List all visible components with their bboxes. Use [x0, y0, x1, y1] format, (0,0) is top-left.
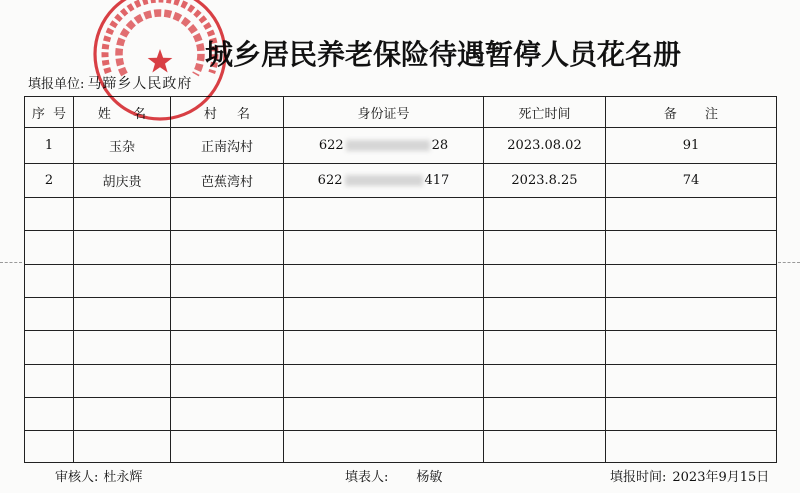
cell-death-date	[484, 431, 606, 463]
cell-seq	[25, 431, 74, 463]
cell-village	[171, 198, 284, 231]
cell-id-number	[284, 431, 484, 463]
cell-seq	[25, 198, 74, 231]
cell-death-date	[484, 231, 606, 265]
cell-death-date	[484, 198, 606, 231]
table-row-empty	[25, 431, 777, 463]
cell-seq	[25, 365, 74, 398]
id-number	[284, 173, 483, 188]
header-name: 姓 名	[74, 97, 171, 128]
cell-name	[74, 331, 171, 365]
fill-date-value: 2023年9月15日	[672, 470, 770, 485]
fold-line-right	[778, 262, 800, 263]
reviewer	[55, 470, 142, 486]
cell-remark	[606, 331, 777, 365]
cell-remark	[606, 231, 777, 265]
filling-unit-value: 马蹄乡人民政府	[87, 76, 193, 92]
cell-death-date: 2023.08.02	[484, 128, 606, 164]
id-prefix: 622	[317, 173, 343, 188]
cell-seq: 2	[25, 164, 74, 198]
cell-village	[171, 331, 284, 365]
table-row-empty	[25, 298, 777, 331]
cell-death-date	[484, 365, 606, 398]
cell-seq	[25, 298, 74, 331]
cell-seq: 1	[25, 128, 74, 164]
cell-name	[74, 231, 171, 265]
filling-unit	[28, 75, 192, 94]
cell-seq	[25, 231, 74, 265]
cell-name	[74, 198, 171, 231]
cell-seq	[25, 265, 74, 298]
cell-id-number	[284, 398, 484, 431]
cell-seq	[25, 398, 74, 431]
cell-village	[171, 398, 284, 431]
table-row-empty	[25, 331, 777, 365]
filler-name: 杨敏	[416, 470, 443, 485]
cell-name: 玉杂	[74, 128, 171, 164]
cell-death-date	[484, 398, 606, 431]
table-row	[25, 164, 777, 198]
roster-table	[24, 96, 777, 463]
cell-village	[171, 365, 284, 398]
table-row-empty	[25, 198, 777, 231]
cell-id-number	[284, 164, 484, 198]
cell-death-date: 2023.8.25	[484, 164, 606, 198]
cell-id-number	[284, 198, 484, 231]
cell-id-number	[284, 231, 484, 265]
cell-village	[171, 231, 284, 265]
cell-id-number	[284, 265, 484, 298]
cell-remark: 74	[606, 164, 777, 198]
header-remark: 备 注	[606, 97, 777, 128]
cell-village	[171, 298, 284, 331]
cell-death-date	[484, 298, 606, 331]
cell-remark	[606, 298, 777, 331]
cell-remark: 91	[606, 128, 777, 164]
fill-date-label: 填报时间:	[610, 470, 667, 485]
table-row-empty	[25, 398, 777, 431]
cell-remark	[606, 265, 777, 298]
id-prefix: 622	[318, 138, 344, 153]
cell-remark	[606, 198, 777, 231]
id-suffix: 28	[431, 138, 449, 153]
cell-name	[74, 265, 171, 298]
seal-outer-lettering	[105, 0, 215, 73]
cell-remark	[606, 431, 777, 463]
document-title: 城乡居民养老保险待遇暂停人员花名册	[205, 38, 682, 71]
cell-name	[74, 365, 171, 398]
reviewer-label: 审核人:	[55, 470, 99, 485]
cell-name	[74, 398, 171, 431]
filler-label: 填表人:	[345, 470, 389, 485]
table-header	[25, 97, 777, 128]
cell-name	[74, 298, 171, 331]
cell-seq	[25, 331, 74, 365]
filling-unit-label: 填报单位:	[28, 77, 85, 92]
cell-death-date	[484, 265, 606, 298]
header-village: 村 名	[171, 97, 284, 128]
header-seq: 序 号	[25, 97, 74, 128]
fold-line-left	[0, 262, 22, 263]
cell-village	[171, 431, 284, 463]
cell-remark	[606, 365, 777, 398]
cell-remark	[606, 398, 777, 431]
cell-id-number	[284, 298, 484, 331]
seal-inner-lettering	[119, 13, 201, 75]
filler	[345, 470, 442, 486]
reviewer-name: 杜永辉	[103, 470, 143, 485]
cell-id-number	[284, 365, 484, 398]
fill-date	[610, 470, 769, 486]
header-id-number: 身份证号	[284, 97, 484, 128]
table-row-empty	[25, 265, 777, 298]
seal-star-icon	[148, 49, 173, 73]
table-header-row	[25, 97, 777, 128]
cell-name	[74, 431, 171, 463]
table-row-empty	[25, 231, 777, 265]
header-death-date: 死亡时间	[484, 97, 606, 128]
table-row-empty	[25, 365, 777, 398]
cell-village	[171, 265, 284, 298]
table-body	[25, 128, 777, 463]
cell-id-number	[284, 331, 484, 365]
redaction-blur	[346, 140, 430, 151]
redaction-blur	[345, 175, 423, 186]
cell-id-number	[284, 128, 484, 164]
cell-name: 胡庆贵	[74, 164, 171, 198]
cell-village: 芭蕉湾村	[171, 164, 284, 198]
id-number	[284, 138, 483, 153]
cell-village: 正南沟村	[171, 128, 284, 164]
cell-death-date	[484, 331, 606, 365]
table-row	[25, 128, 777, 164]
id-suffix: 417	[424, 173, 450, 188]
